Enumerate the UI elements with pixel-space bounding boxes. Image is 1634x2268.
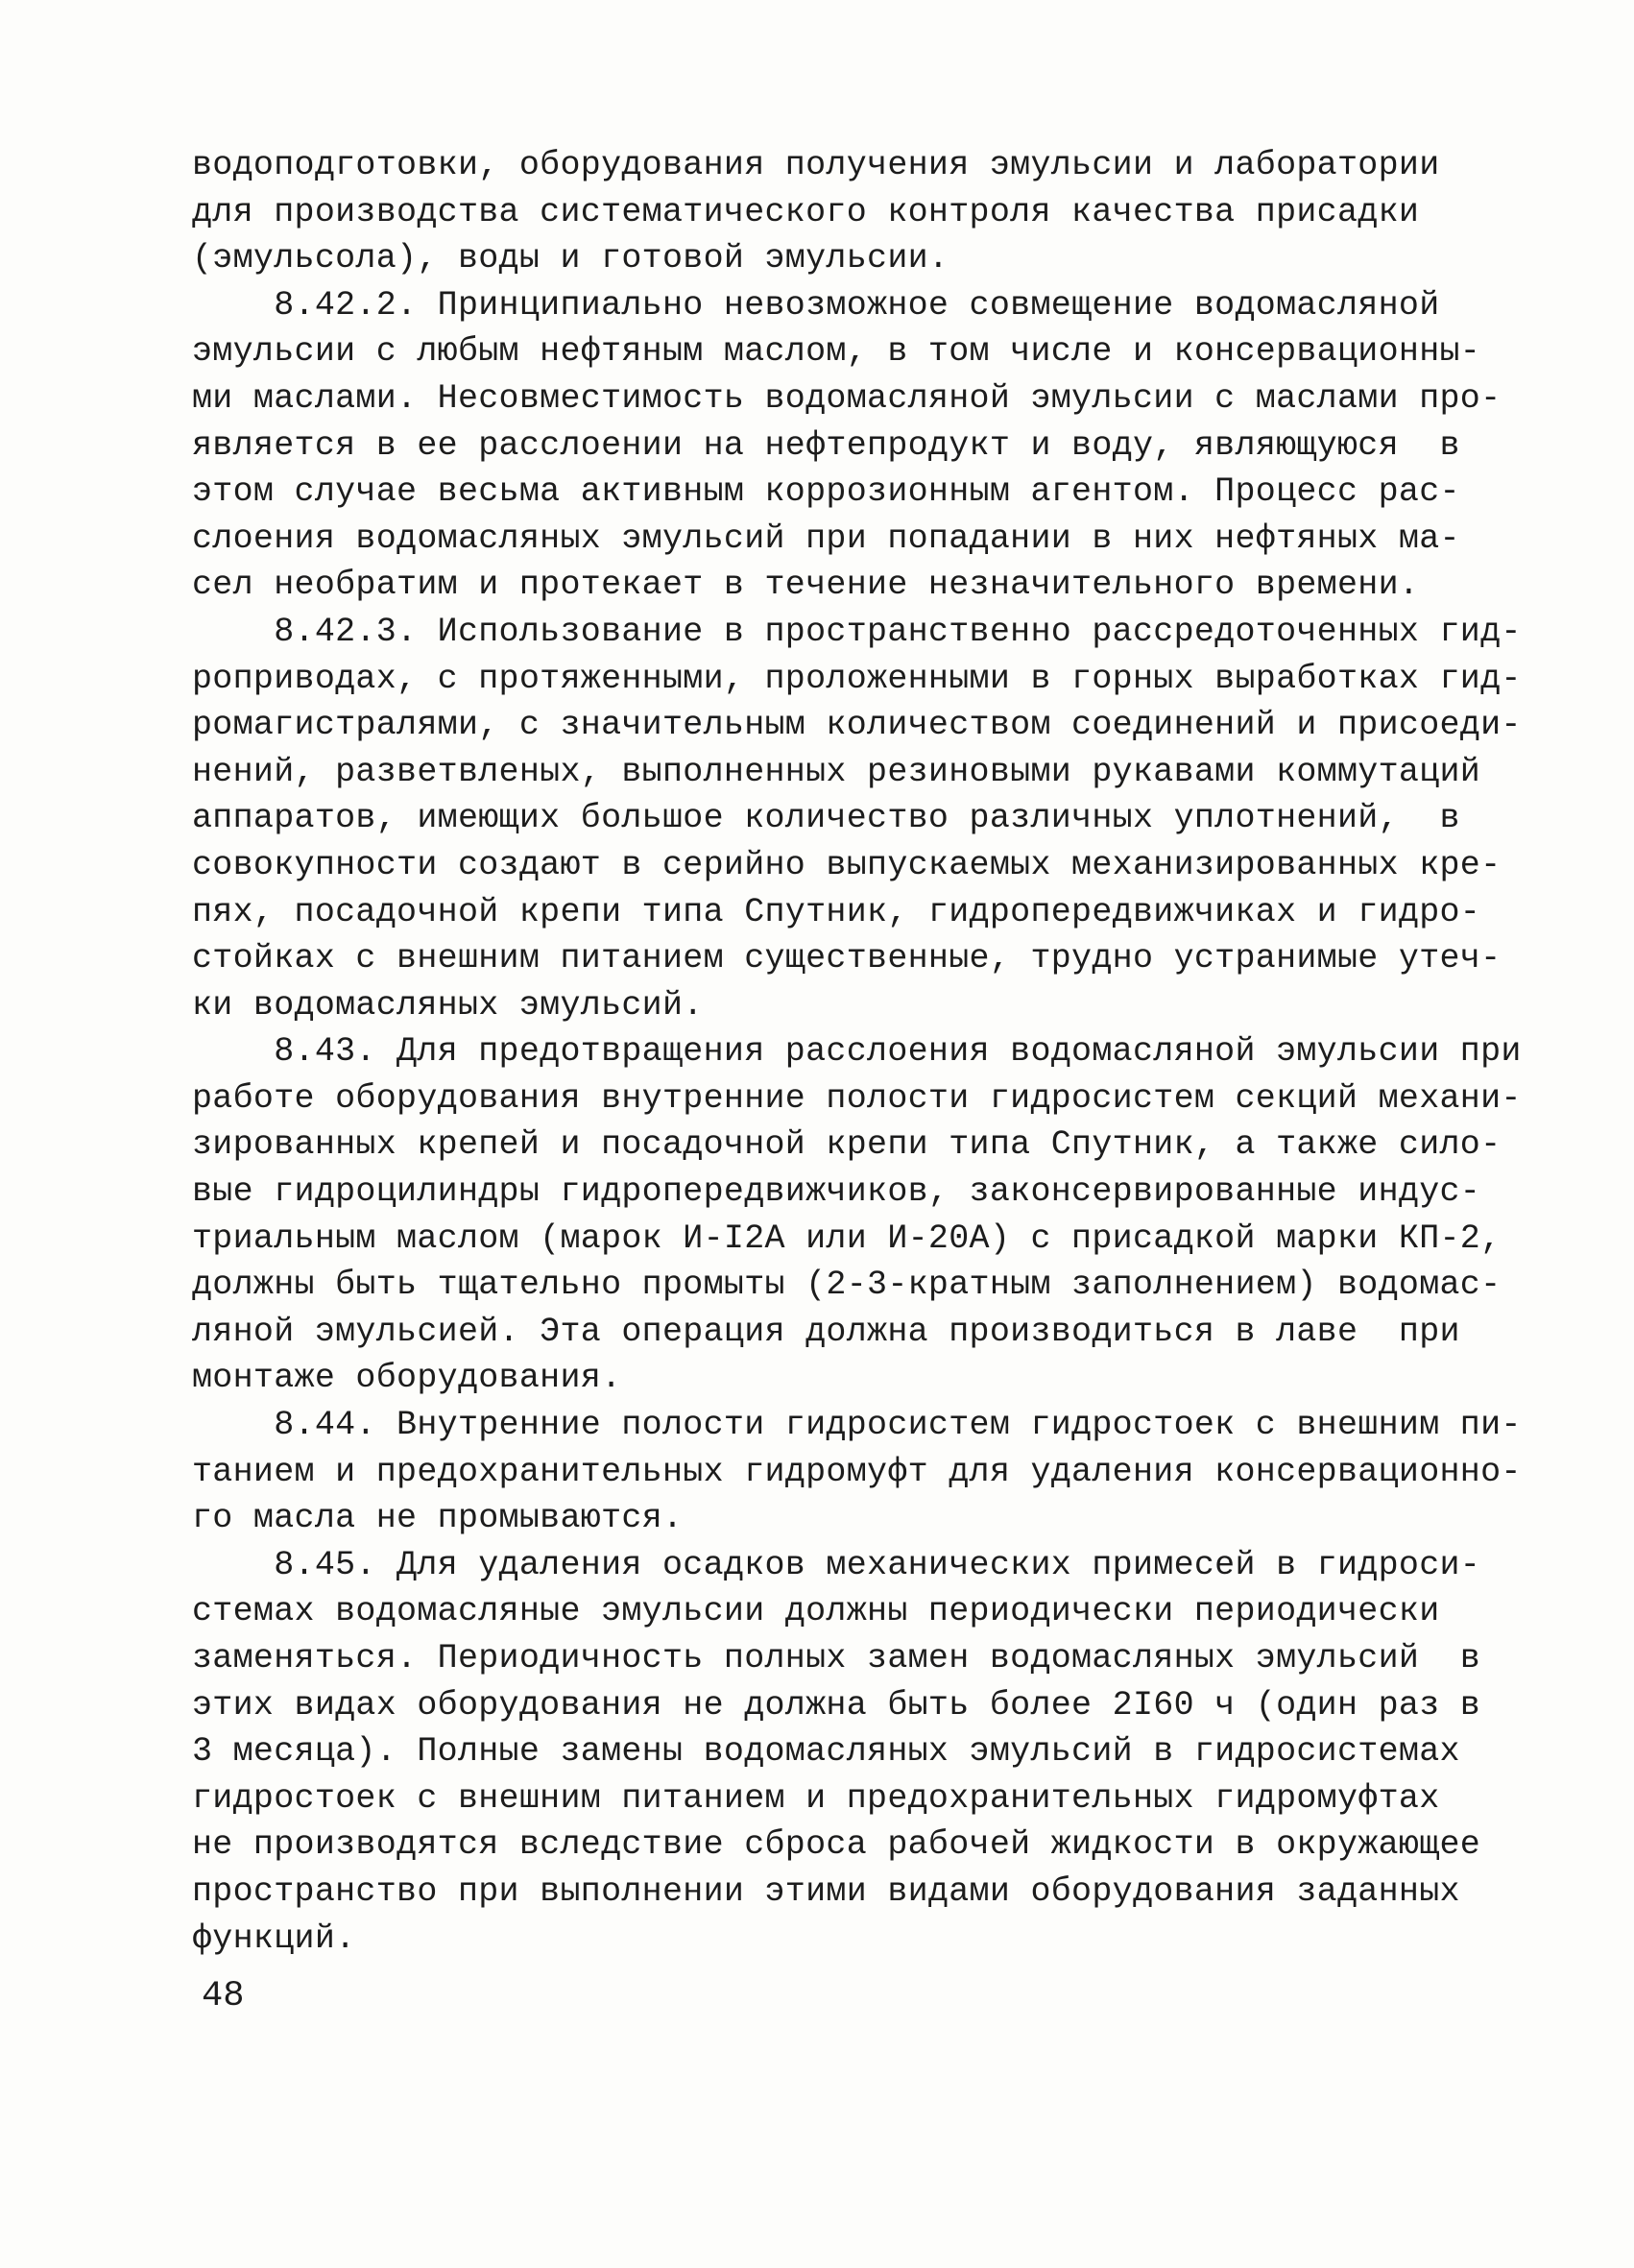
text-line: эмульсии с любым нефтяным маслом, в том числе и консервационны- <box>192 332 1481 372</box>
text-line: монтаже оборудования. <box>192 1359 622 1398</box>
text-line: стемах водомасляные эмульсии должны периодически периодически <box>192 1592 1440 1631</box>
text-line: танием и предохранительных гидромуфт для удаления консервационно- <box>192 1452 1522 1491</box>
text-line: должны быть тщательно промыты (2-3-кратным заполнением) водомас- <box>192 1266 1502 1305</box>
text-line: функций. <box>192 1918 356 1958</box>
text-line: аппаратов, имеющих большое количество различных уплотнений, в <box>192 799 1460 838</box>
text-line: вые гидроцилиндры гидропередвижчиков, законсервированные индус- <box>192 1172 1481 1212</box>
text-line: нений, разветвленых, выполненных резиновыми рукавами коммутаций <box>192 752 1481 791</box>
text-line: ляной эмульсией. Эта операция должна производиться в лаве при <box>192 1312 1460 1351</box>
text-line: 8.42.2. Принципиально невозможное совмещение водомасляной <box>192 285 1440 325</box>
body-text <box>192 142 1555 1962</box>
text-line: зированных крепей и посадочной крепи типа Спутник, а также сило- <box>192 1125 1502 1165</box>
text-line: 3 месяца). Полные замены водомасляных эмульсий в гидросистемах <box>192 1732 1460 1772</box>
text-line: является в ее расслоении на нефтепродукт и воду, являющуюся в <box>192 425 1460 465</box>
text-line: гидростоек с внешним питанием и предохранительных гидромуфтах <box>192 1778 1440 1818</box>
text-line: 8.44. Внутренние полости гидросистем гидростоек с внешним пи- <box>192 1406 1522 1445</box>
text-line: не производятся вследствие сброса рабочей жидкости в окружающее <box>192 1825 1481 1865</box>
text-line: (эмульсола), воды и готовой эмульсии. <box>192 239 949 278</box>
text-line: пях, посадочной крепи типа Спутник, гидропередвижчиках и гидро- <box>192 892 1481 931</box>
text-line: роприводах, с протяженными, проложенными в горных выработках гид- <box>192 659 1522 698</box>
text-line: ромагистралями, с значительным количеством соединений и присоеди- <box>192 706 1522 745</box>
text-line: стойках с внешним питанием существенные, трудно устранимые утеч- <box>192 939 1502 978</box>
text-line: слоения водомасляных эмульсий при попадании в них нефтяных ма- <box>192 519 1460 558</box>
text-line: совокупности создают в серийно выпускаемых механизированных кре- <box>192 845 1502 884</box>
text-line: го масла не промываются. <box>192 1499 684 1538</box>
text-line: пространство при выполнении этими видами оборудования заданных <box>192 1871 1460 1911</box>
text-line: ми маслами. Несовместимость водомасляной эмульсии с маслами про- <box>192 378 1502 418</box>
text-line: 8.45. Для удаления осадков механических примесей в гидроси- <box>192 1545 1481 1584</box>
text-line: работе оборудования внутренние полости гидросистем секций механи- <box>192 1078 1522 1118</box>
text-line: этих видах оборудования не должна быть более 2I60 ч (один раз в <box>192 1685 1481 1725</box>
text-line: для производства систематического контроля качества присадки <box>192 192 1420 231</box>
text-line: этом случае весьма активным коррозионным агентом. Процесс рас- <box>192 472 1460 512</box>
text-line: сел необратим и протекает в течение незначительного времени. <box>192 566 1420 605</box>
page-number: 48 <box>202 1976 245 2016</box>
text-line: ки водомасляных эмульсий. <box>192 985 704 1025</box>
text-line: водоподготовки, оборудования получения эмульсии и лаборатории <box>192 146 1440 184</box>
text-line: триальным маслом (марок И-I2А или И-20А) с присадкой марки КП-2, <box>192 1218 1502 1258</box>
text-line: 8.42.3. Использование в пространственно рассредоточенных гид- <box>192 612 1522 651</box>
text-line: заменяться. Периодичность полных замен водомасляных эмульсий в <box>192 1639 1481 1677</box>
text-line: 8.43. Для предотвращения расслоения водомасляной эмульсии при <box>192 1032 1522 1072</box>
